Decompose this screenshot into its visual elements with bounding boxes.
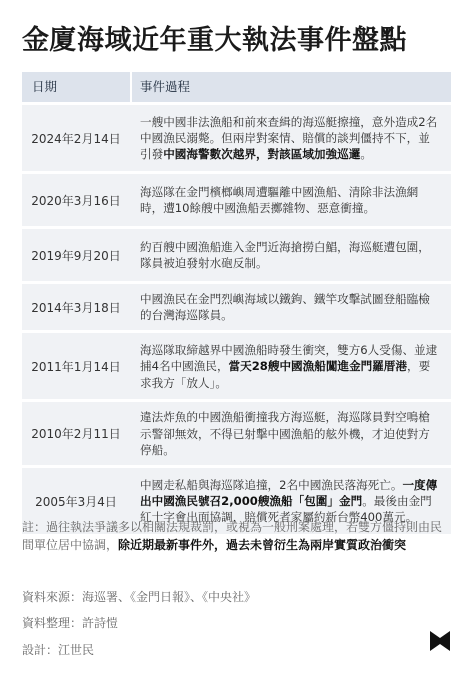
event-date: 2024年2月14日: [31, 131, 121, 146]
events-table: [22, 72, 451, 534]
event-highlight: 一度傳出中國漁民號召2,000艘漁船「包圍」金門: [140, 477, 438, 508]
event-description: [130, 174, 451, 226]
event-date: 2019年9月20日: [31, 248, 121, 263]
event-text: 中國漁民在金門烈嶼海域以鐵鉤、鐵竿攻擊試圖登船臨檢的台灣海巡隊員。: [140, 292, 430, 323]
table-row: [22, 402, 451, 465]
footnote: [22, 518, 452, 554]
publisher-logo-icon: [429, 630, 451, 652]
event-date: 2014年3月18日: [31, 300, 121, 315]
footnote-emphasis: 除近期最新事件外，過去未曾衍生為兩岸實質政治衝突: [118, 538, 407, 552]
event-text: 中國走私船與海巡隊追撞，2名中國漁民落海死亡。: [140, 477, 403, 492]
source-credit: 資料來源：海巡署、《金門日報》、《中央社》: [22, 590, 257, 604]
event-text: ，要求我方「放人」。: [140, 359, 431, 390]
page-title: 金廈海域近年重大執法事件盤點: [22, 25, 407, 56]
table-row: [22, 105, 451, 171]
table-header: [22, 72, 451, 102]
compiled-by-credit: 資料整理：許詩愷: [22, 616, 119, 630]
event-text: 違法炸魚的中國漁船衝撞我方海巡艇，海巡隊員對空鳴槍示警卻無效，不得已射擊中國漁船的舷外機，才迫使對方停船。: [140, 410, 430, 457]
event-highlight: 中國海警數次越界，對該區域加強巡邏: [163, 147, 361, 162]
event-date: 2020年3月16日: [31, 193, 121, 208]
table-row: [22, 174, 451, 226]
header-date: 日期: [32, 79, 58, 94]
event-text: 海巡隊在金門檳榔嶼周遭驅離中國漁船、清除非法漁網時，遭10餘艘中國漁船丟擲雜物、惡意衝撞。: [140, 184, 419, 215]
event-description: [130, 333, 451, 399]
event-date: 2011年1月14日: [31, 359, 121, 374]
event-text: 海巡隊取締越界中國漁船時發生衝突，雙方6人受傷、並逮捕4名中國漁民，: [140, 343, 438, 374]
table-body: [22, 105, 451, 534]
footnote-text: 註：過往執法爭議多以相關法規裁罰，或視為一般刑案處理，若雙方僵持則由民間單位居中協調，: [22, 520, 443, 552]
header-description: 事件過程: [130, 72, 451, 102]
event-description: [130, 229, 451, 281]
event-text: 約百艘中國漁船進入金門近海搶撈白鯧，海巡艇遭包圍，隊員被迫發射水砲反制。: [140, 239, 430, 270]
event-date: 2010年2月11日: [31, 427, 121, 442]
table-row: [22, 333, 451, 399]
designer-credit: 設計：江世民: [22, 643, 95, 657]
event-text: 。: [360, 147, 372, 162]
event-text: 一艘中國非法漁船和前來查緝的海巡艇擦撞，意外造成2名中國漁民溺斃。但兩岸對案情、賠償的談判僵持不下，並引發: [140, 114, 438, 162]
event-date: 2005年3月4日: [35, 494, 117, 509]
event-highlight: 當天28艘中國漁船闖進金門羅厝港: [228, 359, 407, 374]
event-description: [130, 402, 451, 465]
event-text: 。最後由金門紅十字會出面協調，賠償死者家屬約新台幣400萬元。: [140, 493, 432, 525]
table-row: [22, 229, 451, 281]
event-description: [130, 284, 451, 330]
table-row: [22, 284, 451, 330]
event-description: [130, 105, 451, 171]
